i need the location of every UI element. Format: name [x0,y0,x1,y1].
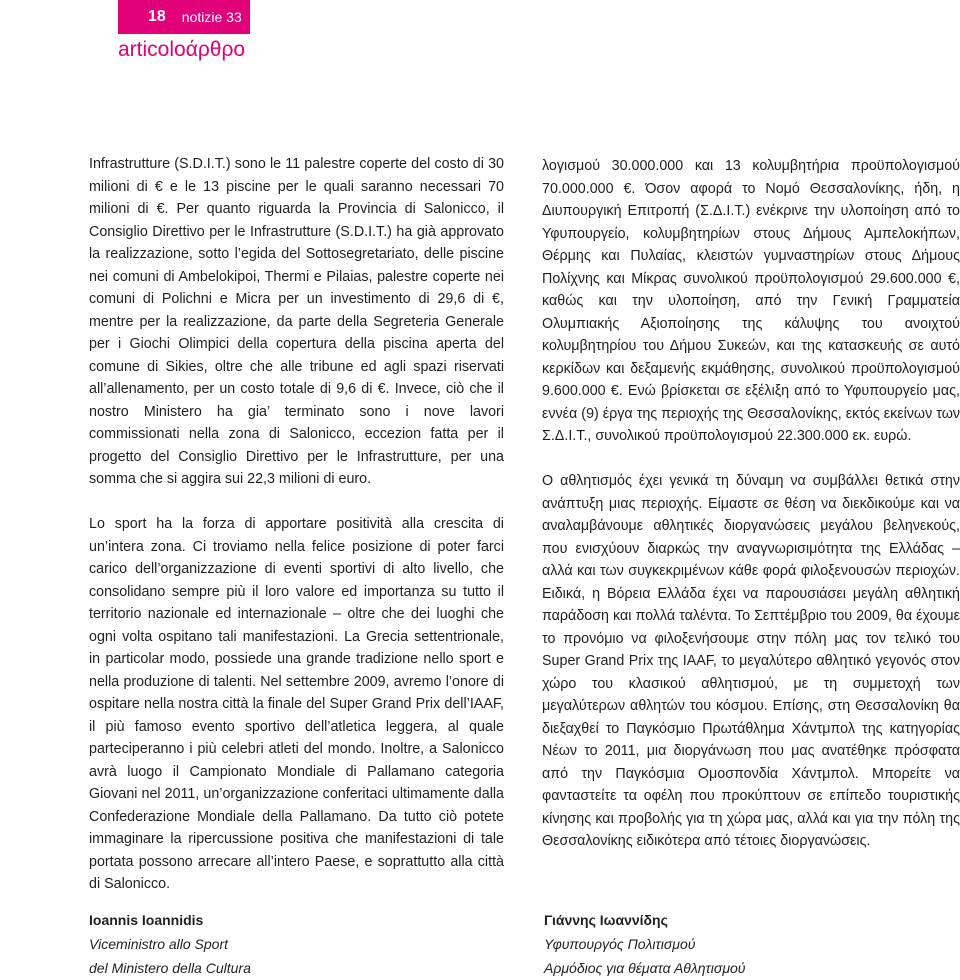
page-title: articoloάρθρο [118,38,246,61]
signature-greek [544,908,746,980]
greek-column [542,155,960,853]
signature-italian [89,908,251,980]
greek-paragraph-2: Ο αθλητισμός έχει γενικά τη δύναμη να συμβάλλει θετικά στην ανάπτυξη μιας περιοχής. Είμαστε σε θέση να διεκδικούμε και να αναλαμβάνουμε αθλητικές διοργανώσεις μεγάλου βεληνεκούς, που ενισχύουν διαρκώς την αναγνωρισιμότητα της Ελλάδας – αλλά και των συγκεκριμένων κάθε φορά φιλοξενουσών περιοχών. Ειδικά, η Βόρεια Ελλάδα έχει να παρουσιάσει μεγάλη αθλητική παράδοση και πολλά ταλέντα. Το Σεπτέμβριο του 2009, θα έχουμε το προνόμιο να φιλοξενήσουμε στην πόλη μας τον τελικό του Super Grand Prix της IAAF, το μεγαλύτερο αθλητικό γεγονός στον χώρο του κλασικού αθλητισμού, με τη συμμετοχή των μεγαλύτερων αθλητών του κόσμου. Επίσης, στη Θεσσαλονίκη θα διεξαχθεί το Παγκόσμιο Πρωτάθλημα Χάντμπολ της κατηγορίας Νέων το 2011, μια διοργάνωση που μας ανατέθηκε πρόσφατα από την Παγκόσμια Ομοσπονδία Χάντμπολ. Μπορείτε να φανταστείτε τα οφέλη που προκύπτουν σε επίπεδο τουριστικής κίνησης και προβολής για τη χώρα μας, αλλά και για την πόλη της Θεσσαλονίκης ειδικότερα από τέτοιες διοργανώσεις. [542,473,960,849]
italian-column [89,153,504,896]
signature-role: Viceministro allo Sport [89,936,229,952]
italian-paragraph-1: Infrastrutture (S.D.I.T.) sono le 11 palestre coperte del costo di 30 milioni di € e le 13 piscine per le quali saranno necessari 70 milioni di €. Per quanto riguarda la Provincia di Salonicco, il Consiglio Direttivo per le Infrastrutture (S.D.I.T.) ha già approvato la realizzazione, sotto l’egida del Sottosegretariato, delle piscine nei comuni di Ambelokipoi, Thermi e Pilaias, palestre coperte nei comuni di Polichni e Micra per un investimento di 29,6 di €, mentre per la realizzazione, da parte della Segreteria Generale per i Giochi Olimpici della copertura della piscina aperta del comune di Sikies, oltre che alle tribune ed agli spazi riservati all’allenamento, per un costo totale di 9,6 di €. Invece, ciò che il nostro Ministero ha gia’ terminato sono i nove lavori commissionati nella zona di Salonicco, eccezion fatta per il progetto del Consiglio Direttivo per le Infrastrutture, per una somma che si aggira sui 22,3 milioni di euro. [89,156,504,487]
page-number: 18 [148,8,166,25]
signature-name: Ioannis Ioannidis [89,912,204,928]
signature-role: Υφυπουργός Πολιτισμού [544,936,696,952]
signature-name: Γιάννης Ιωαννίδης [544,912,668,928]
signature-ministry: del Ministero della Cultura [89,960,251,976]
signature-ministry: Αρμόδιος για θέματα Αθλητισμού [544,960,746,976]
greek-paragraph-1: λογισμού 30.000.000 και 13 κολυμβητήρια προϋπολογισμού 70.000.000 €. Όσον αφορά το Νομό Θεσσαλονίκης, ήδη, η Διυπουργική Επιτροπή (Σ.Δ.Ι.Τ.) ενέκρινε την υλοποίηση από το Υφυπουργείο, κολυμβητηρίων στους Δήμους Αμπελοκήπων, Θέρμης και Πυλαίας, κλειστών γυμναστηρίων στους Δήμους Πολίχνης και Μίκρας συνολικού προϋπολογισμού 29.600.000 €, καθώς και την υλοποίηση, από την Γενική Γραμματεία Ολυμπιακής Αξιοποίησης της κάλυψης του ανοιχτού κολυμβητηρίου του Δήμου Συκεών, και της κατασκευής σε αυτό κερκίδων και δεξαμενής εκμάθησης, συνολικού προϋπολογισμού 9.600.000 €. Ενώ βρίσκεται σε εξέλιξη από το Υφυπουργείο μας, εννέα (9) έργα της περιοχής της Θεσσαλονίκης, εκτός εκείνων των Σ.Δ.Ι.Τ., συνολικού προϋπολογισμού 22.300.000 εκ. ευρώ. [542,158,960,444]
italian-paragraph-2: Lo sport ha la forza di apportare positività alla crescita di un’intera zona. Ci troviamo nella felice posizione di poter farci carico dell’organizzazione di eventi sportivi di alto livello, che consolidano sempre più il loro valore ed importanza su tutto il territorio nazionale ed internazionale – oltre che dei luoghi che ogni volta ospitano tali manifestazioni. La Grecia settentrionale, in particolar modo, possiede una grande tradizione nello sport e nella produzione di talenti. Nel settembre 2009, avremo l’onore di ospitare nella nostra città la finale del Super Grand Prix dell’IAAF, il più famoso evento sportivo dell’atletica leggera, al quale parteciperanno i più celebri atleti del mondo. Inoltre, a Salonicco avrà luogo il Campionato Mondiale di Pallamano categoria Giovani nel 2011, un’organizzazione conferitaci ultimamente dalla Confederazione Mondiale della Pallamano. Da tutto ciò potete immaginare la ripercussione positiva che manifestazioni di tale portata possono arrecare all’intero Paese, e soprattutto alla città di Salonicco. [89,516,504,892]
page-badge [118,0,250,34]
section-label: notizie 33 [181,9,242,25]
